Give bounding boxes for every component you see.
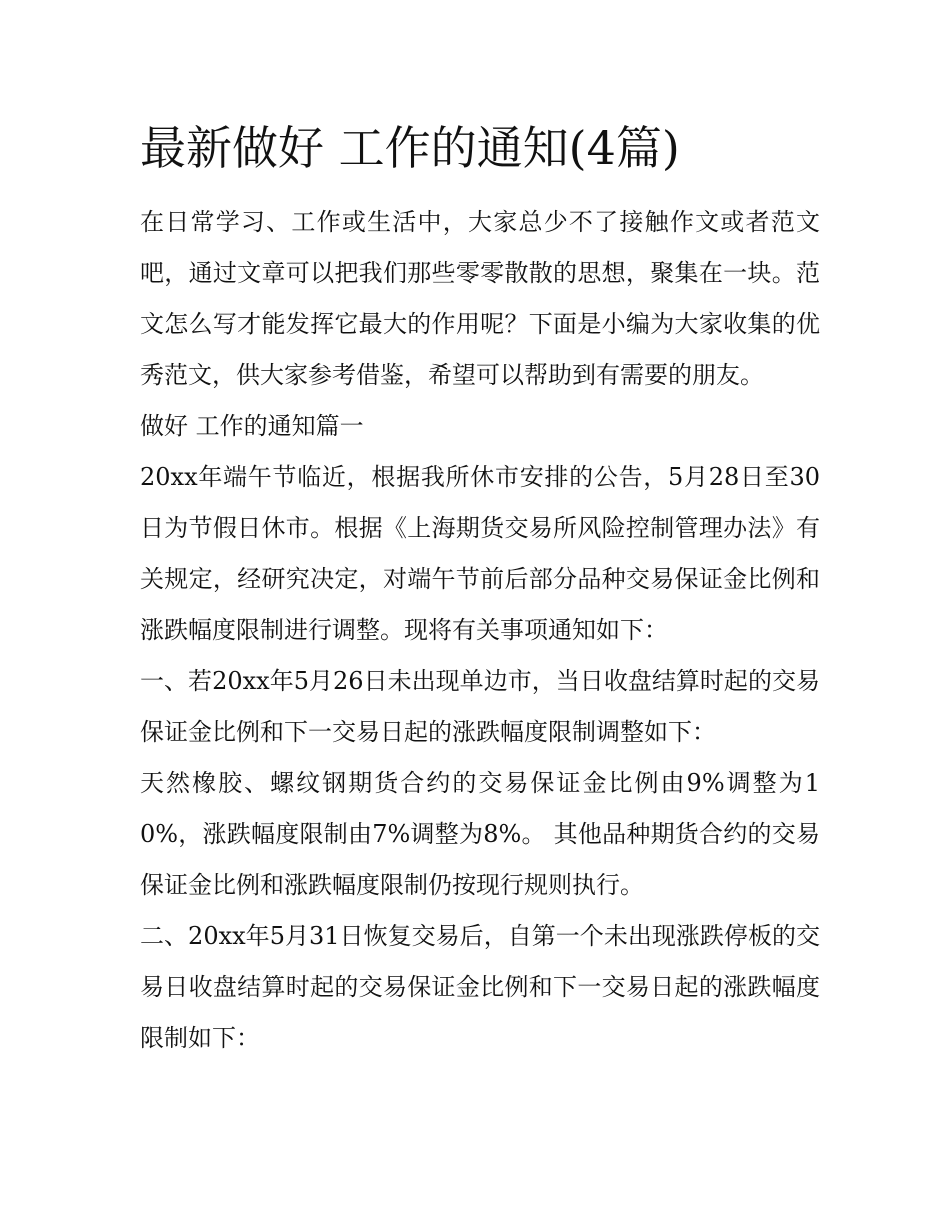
intro-paragraph: 在日常学习、工作或生活中，大家总少不了接触作文或者范文吧，通过文章可以把我们那些零零散散的思想，聚集在一块。范文怎么写才能发挥它最大的作用呢？下面是小编为大家收集的优秀范文，供大家参考借鉴，希望可以帮助到有需要的朋友。 [140,208,820,389]
item-one-paragraph: 一、若20xx年5月26日未出现单边市，当日收盘结算时起的交易保证金比例和下一交易日起的涨跌幅度限制调整如下： [140,667,820,746]
document-body [140,197,820,1064]
notice-paragraph: 20xx年端午节临近，根据我所休市安排的公告，5月28日至30日为节假日休市。根据《上海期货交易所风险控制管理办法》有关规定，经研究决定，对端午节前后部分品种交易保证金比例和涨跌幅度限制进行调整。现将有关事项通知如下： [140,463,820,644]
section-heading: 做好 工作的通知篇一 [140,412,364,440]
item-two-paragraph: 二、20xx年5月31日恢复交易后，自第一个未出现涨跌停板的交易日收盘结算时起的交易保证金比例和下一交易日起的涨跌幅度限制如下： [140,922,820,1052]
adjustment-paragraph: 天然橡胶、螺纹钢期货合约的交易保证金比例由9%调整为10%，涨跌幅度限制由7%调整为8%。 其他品种期货合约的交易保证金比例和涨跌幅度限制仍按现行规则执行。 [140,769,820,899]
document-title: 最新做好 工作的通知(4篇) [140,121,680,175]
